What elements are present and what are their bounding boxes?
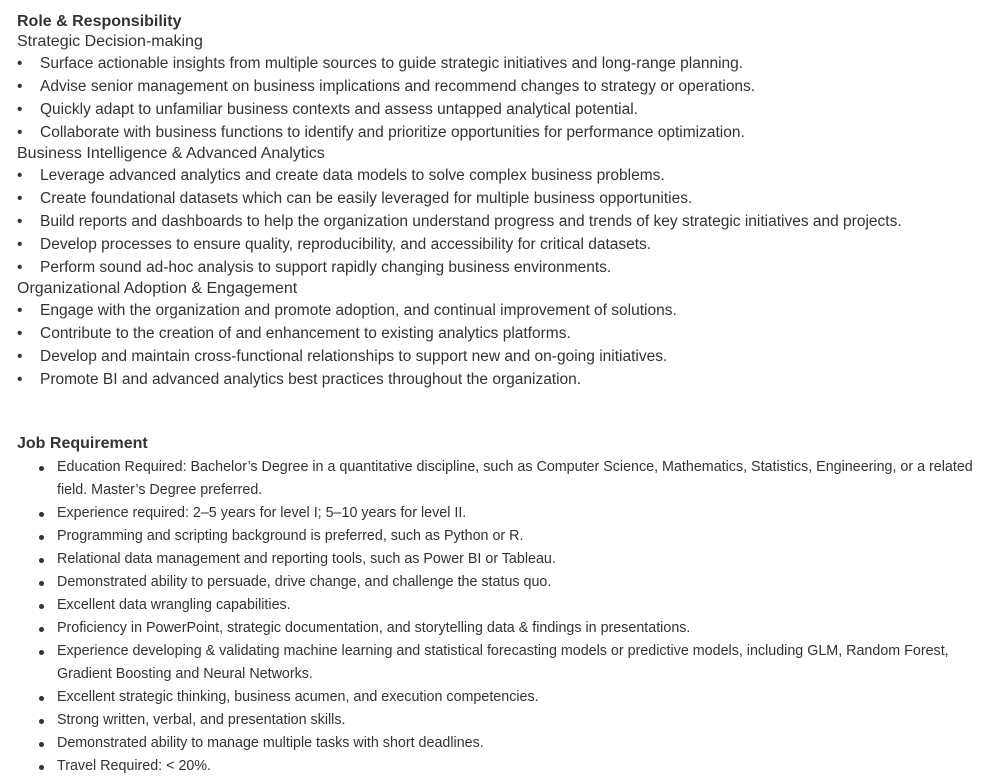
bullet-dot-icon	[39, 512, 44, 517]
list-item: • Quickly adapt to unfamiliar business contexts and assess untapped analytical potential.	[17, 101, 638, 118]
list-item: Travel Required: < 20%.	[17, 755, 992, 778]
bullet-dot-icon	[39, 604, 44, 609]
list-item: Experience developing & validating machine learning and statistical forecasting models or predictive models, including GLM, Random Forest, Gradient Boosting and Neural Networks.	[17, 640, 992, 686]
list-item: Proficiency in PowerPoint, strategic documentation, and storytelling data & findings in presentations.	[17, 617, 992, 640]
bullet-dot-icon	[39, 765, 44, 770]
bi-list	[17, 164, 992, 279]
list-item: Excellent strategic thinking, business acumen, and execution competencies.	[17, 686, 992, 709]
list-item: Experience required: 2–5 years for level I; 5–10 years for level II.	[17, 502, 992, 525]
bullet-dot-icon	[39, 535, 44, 540]
list-item: • Perform sound ad-hoc analysis to support rapidly changing business environments.	[17, 259, 612, 276]
bullet-dot-icon	[39, 466, 44, 471]
bullet-dot-icon	[39, 742, 44, 747]
list-item: • Surface actionable insights from multiple sources to guide strategic initiatives and long-range planning.	[17, 55, 744, 72]
requirement-list	[17, 456, 992, 778]
strategic-list	[17, 52, 992, 144]
list-item: • Collaborate with business functions to identify and prioritize opportunities for performance optimization.	[17, 124, 745, 141]
list-item: Demonstrated ability to persuade, drive change, and challenge the status quo.	[17, 571, 992, 594]
list-item: • Promote BI and advanced analytics best practices throughout the organization.	[17, 371, 582, 388]
list-item: Relational data management and reporting tools, such as Power BI or Tableau.	[17, 548, 992, 571]
group-heading-bi: Business Intelligence & Advanced Analytics	[17, 145, 325, 162]
list-item: • Engage with the organization and promote adoption, and continual improvement of solutions.	[17, 302, 677, 319]
list-item: • Develop and maintain cross-functional relationships to support new and on-going initiatives.	[17, 348, 668, 365]
list-item: Programming and scripting background is preferred, such as Python or R.	[17, 525, 992, 548]
group-heading-adoption: Organizational Adoption & Engagement	[17, 280, 298, 297]
list-item: • Contribute to the creation of and enhancement to existing analytics platforms.	[17, 325, 571, 342]
bullet-dot-icon	[39, 696, 44, 701]
role-section-title: Role & Responsibility	[17, 13, 182, 30]
list-item: • Leverage advanced analytics and create data models to solve complex business problems.	[17, 167, 665, 184]
adoption-list	[17, 299, 992, 391]
list-item: Education Required: Bachelor’s Degree in a quantitative discipline, such as Computer Science, Mathematics, Statistics, Engineering, or a related field. Master’s Degree preferred.	[17, 456, 992, 502]
bullet-dot-icon	[39, 581, 44, 586]
list-item: • Develop processes to ensure quality, reproducibility, and accessibility for critical datasets.	[17, 236, 652, 253]
bullet-dot-icon	[39, 627, 44, 632]
bullet-dot-icon	[39, 558, 44, 563]
requirement-section-title: Job Requirement	[17, 435, 148, 452]
list-item: • Advise senior management on business implications and recommend changes to strategy or operations.	[17, 78, 756, 95]
group-heading-strategic: Strategic Decision-making	[17, 33, 203, 50]
job-description	[17, 12, 992, 778]
list-item: • Create foundational datasets which can be easily leveraged for multiple business opportunities.	[17, 190, 693, 207]
list-item: Strong written, verbal, and presentation skills.	[17, 709, 992, 732]
bullet-dot-icon	[39, 650, 44, 655]
list-item: • Build reports and dashboards to help the organization understand progress and trends of key strategic initiatives and projects.	[17, 213, 902, 230]
bullet-dot-icon	[39, 719, 44, 724]
list-item: Excellent data wrangling capabilities.	[17, 594, 992, 617]
list-item: Demonstrated ability to manage multiple tasks with short deadlines.	[17, 732, 992, 755]
